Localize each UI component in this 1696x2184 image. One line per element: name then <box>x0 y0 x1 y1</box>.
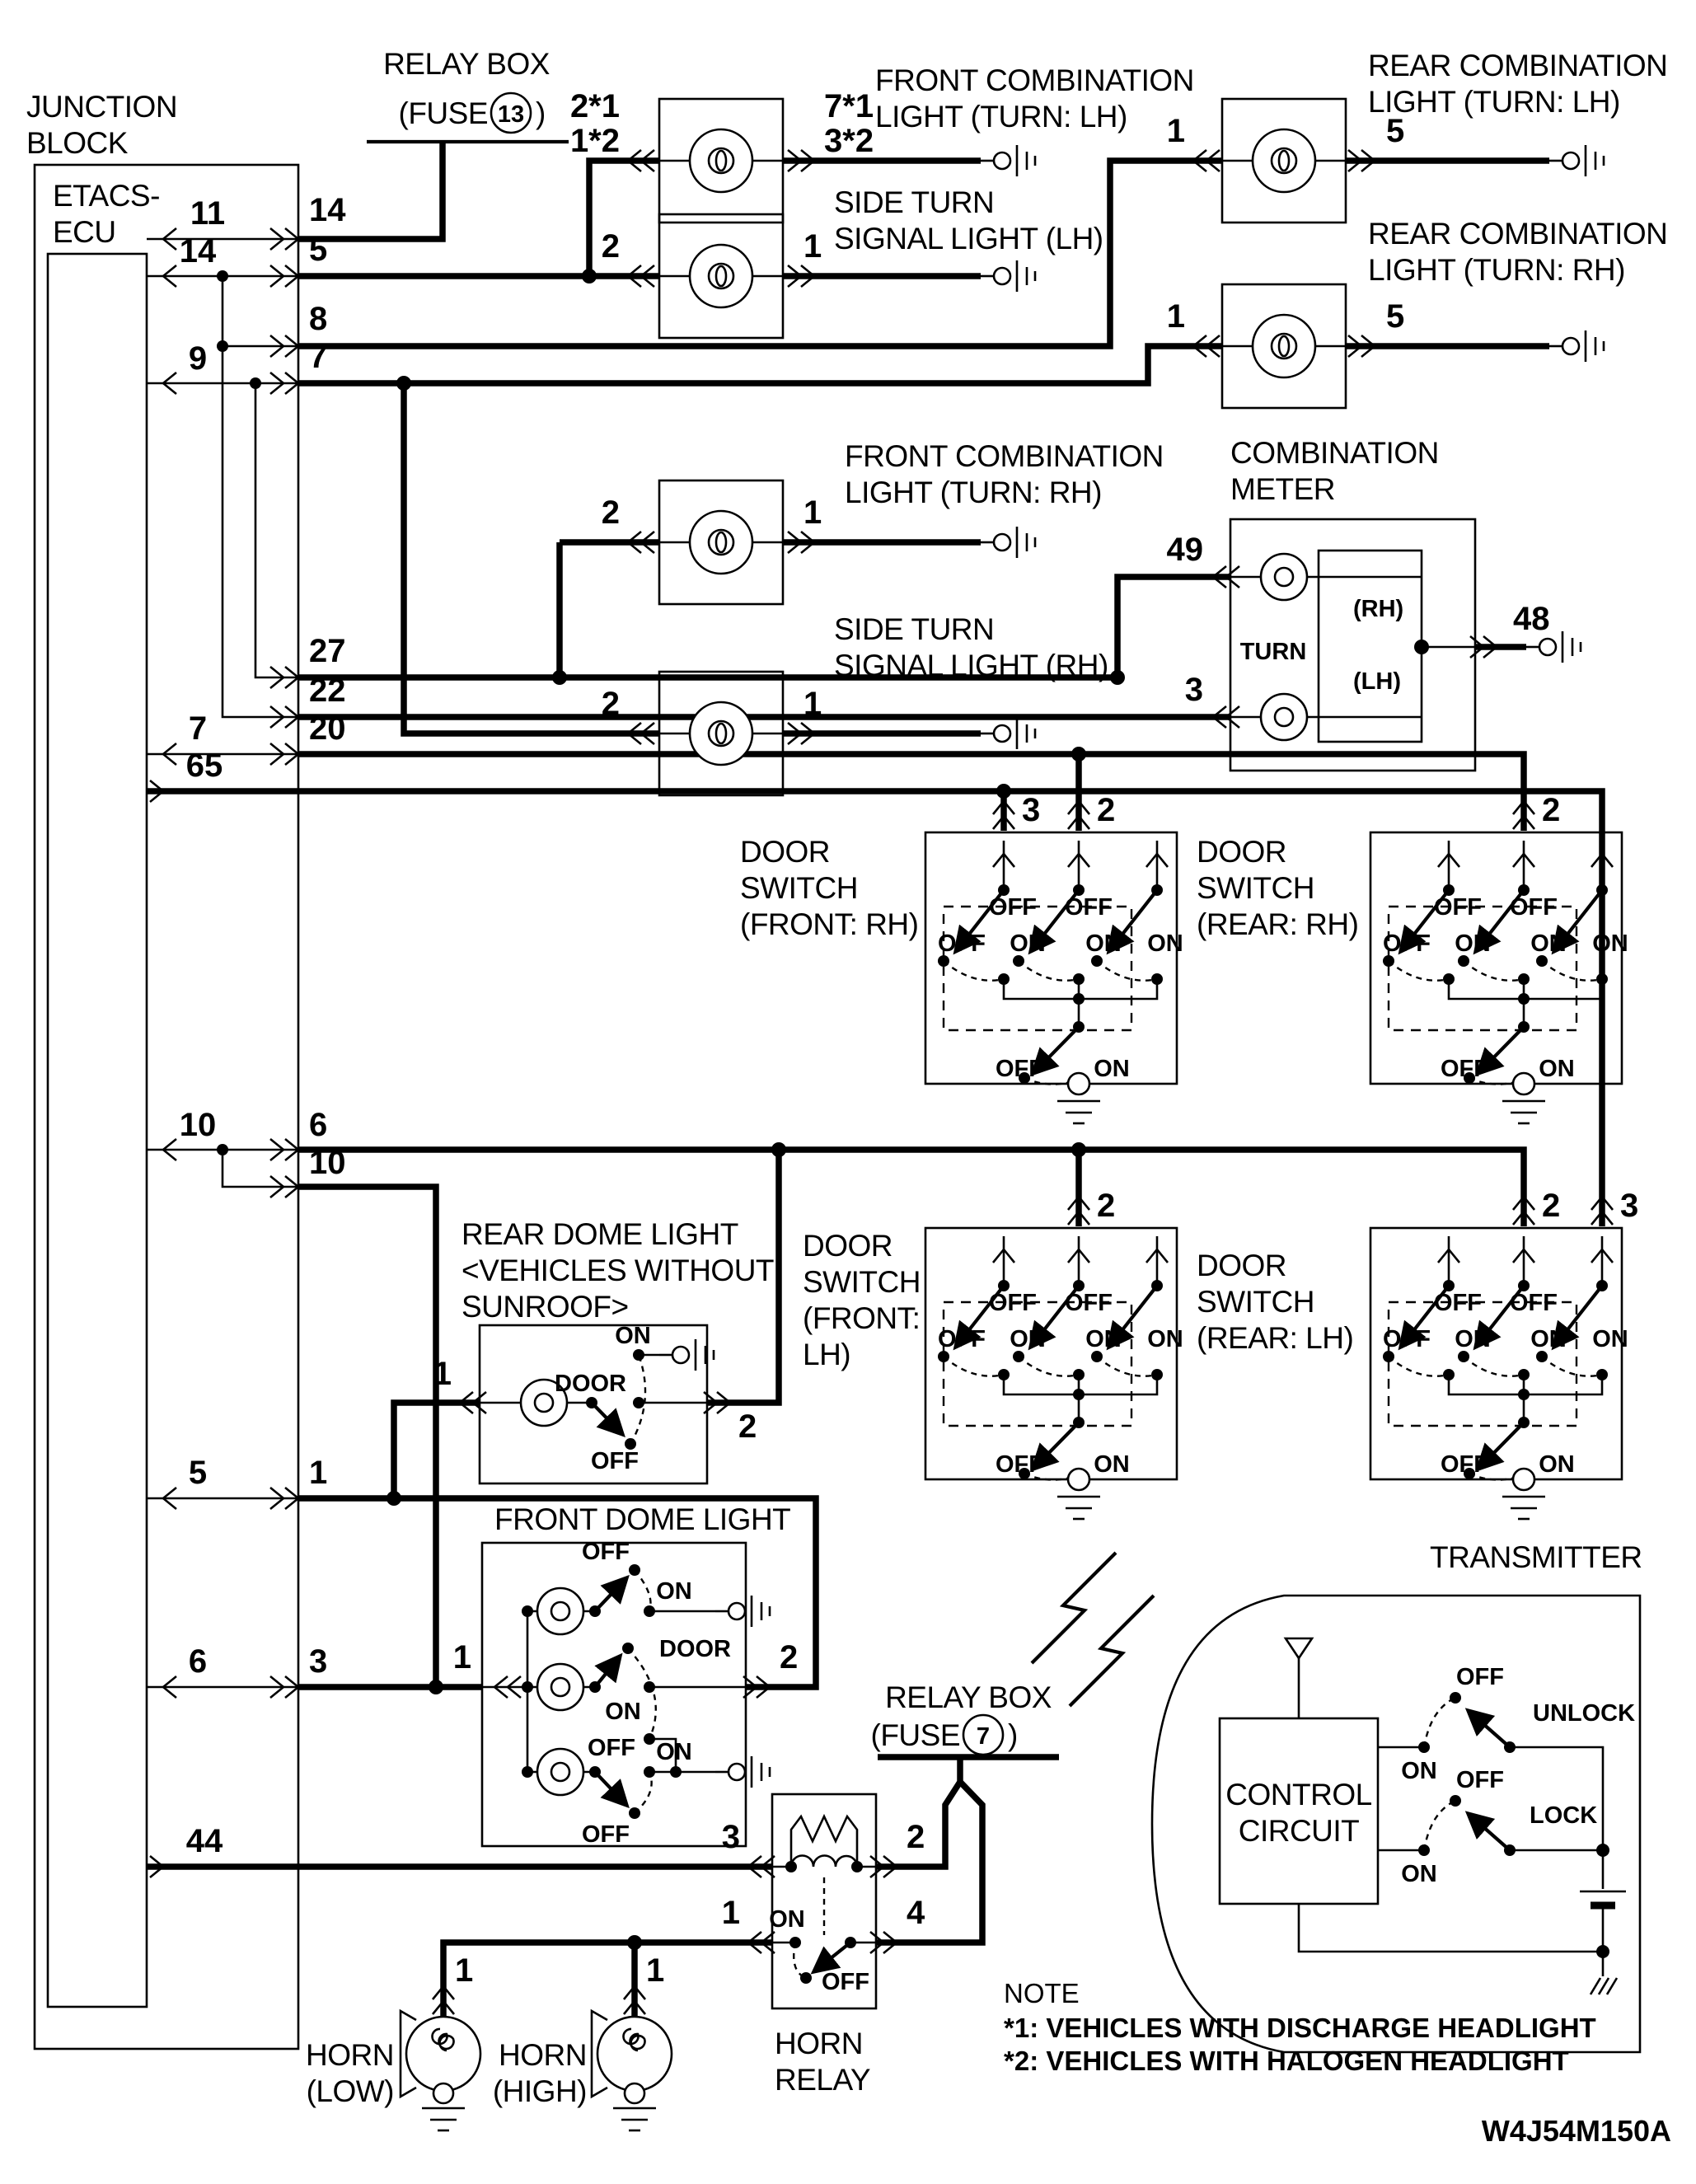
switch-state: OFF <box>1065 894 1113 921</box>
switch-state: ON <box>1401 1758 1437 1784</box>
switch-state: OFF <box>996 1451 1043 1478</box>
pin-label: 7 <box>188 710 208 747</box>
pin-label: 2 <box>601 494 620 531</box>
switch-state: ON <box>1455 930 1491 957</box>
pin-label: 2*1 <box>569 88 620 124</box>
component-label: LIGHT (TURN: RH) <box>845 476 1102 509</box>
front-dome-light <box>453 1502 799 1848</box>
pin-label: 8 <box>309 301 328 337</box>
component-label: DOOR <box>803 1229 893 1263</box>
component-label: LH) <box>803 1338 851 1371</box>
pin-label: 1 <box>803 494 822 531</box>
component-label: LIGHT (TURN: LH) <box>875 100 1127 134</box>
pin-label: 5 <box>309 232 328 268</box>
pin-label: 1 <box>803 686 822 722</box>
pin-label: 65 <box>185 748 223 784</box>
switch-state: OFF <box>582 1539 630 1565</box>
component-label: (FRONT: <box>803 1301 921 1335</box>
component-label: METER <box>1230 472 1335 506</box>
component-label: DOOR <box>1197 1249 1286 1282</box>
pin-label: 1 <box>803 228 822 265</box>
switch-state: ON <box>1539 1451 1575 1478</box>
switch-state: OFF <box>588 1735 635 1761</box>
component-label: (FRONT: RH) <box>740 907 919 941</box>
pin-label: 10 <box>179 1107 217 1143</box>
etacs-ecu-label2: ECU <box>53 215 116 249</box>
switch-state: OFF <box>582 1821 630 1848</box>
component-label: HORN <box>306 2038 394 2072</box>
component-label: SIDE TURN <box>834 612 995 646</box>
pin-label: 4 <box>907 1895 925 1931</box>
pin-label: 2 <box>601 228 620 265</box>
component-label: SWITCH <box>1197 871 1314 905</box>
horn-high <box>493 1952 672 2130</box>
switch-state: ON <box>1010 1326 1046 1352</box>
switch-state: DOOR <box>555 1371 626 1397</box>
switch-state: OFF <box>1441 1451 1488 1478</box>
pin-label: 3*2 <box>824 123 874 159</box>
switch-state: ON <box>605 1699 641 1725</box>
meter-turn-label: TURN <box>1239 639 1307 665</box>
switch-state: ON <box>769 1906 805 1933</box>
pin-label: 9 <box>188 340 208 377</box>
switch-state: OFF <box>1065 1290 1113 1316</box>
pin-label: 1*2 <box>569 123 620 159</box>
relay-box-fuse7 <box>871 1680 1060 1943</box>
front-combination-light-rh <box>602 439 1164 604</box>
switch-state: ON <box>615 1323 651 1349</box>
pin-label: 49 <box>1166 532 1203 568</box>
pin-label: 1 <box>433 1356 452 1392</box>
junction-block-box <box>35 165 298 2049</box>
relay-box-fuse13 <box>367 47 569 142</box>
switch-state: ON <box>1530 1326 1567 1352</box>
switch-state: OFF <box>996 1056 1043 1082</box>
pin-label: 7 <box>309 339 328 375</box>
etacs-ecu-box <box>48 254 147 2007</box>
antenna-icon <box>1286 1638 1312 1658</box>
switch-state: ON <box>1147 1326 1183 1352</box>
switch-state: ON <box>1401 1861 1437 1887</box>
relay-box13-label: RELAY BOX <box>383 47 550 81</box>
side-turn-signal-light-rh <box>602 612 1108 795</box>
pin-label: 6 <box>188 1643 208 1680</box>
switch-state: OFF <box>1456 1767 1504 1793</box>
pin-label: 11 <box>190 195 226 232</box>
component-label: HORN <box>499 2038 587 2072</box>
side-turn-signal-light-lh <box>602 185 1103 338</box>
relay-box7-fuse: (FUSE <box>870 1718 960 1752</box>
component-label: SWITCH <box>740 871 858 905</box>
component-label: FRONT COMBINATION <box>845 439 1164 473</box>
pin-label: 22 <box>309 673 346 709</box>
pin-label: 5 <box>1386 298 1405 335</box>
pin-label: 14 <box>179 233 217 269</box>
component-label: (LOW) <box>306 2074 394 2108</box>
pin-label: 2 <box>738 1408 757 1445</box>
pin-label: 2 <box>1542 1188 1561 1224</box>
switch-state: OFF <box>1434 894 1482 921</box>
component-label: COMBINATION <box>1230 436 1439 470</box>
transmitter <box>1032 1540 1642 2052</box>
switch-state: ON <box>1094 1451 1130 1478</box>
switch-state: ON <box>1085 1326 1122 1352</box>
switch-state: OFF <box>822 1969 869 1995</box>
component-label: REAR COMBINATION <box>1368 49 1668 82</box>
pin-label: 2 <box>907 1819 925 1855</box>
pin-label: 1 <box>452 1639 471 1675</box>
rear-combination-light-rh <box>1167 217 1668 408</box>
component-label: REAR COMBINATION <box>1368 217 1668 251</box>
pin-label: 2 <box>1542 792 1561 828</box>
pin-label: 3 <box>1022 792 1041 828</box>
pin-label: 44 <box>185 1823 223 1859</box>
pin-labels-left <box>180 192 346 1859</box>
jb-internal-wiring <box>147 228 298 1877</box>
switch-state: OFF <box>1456 1664 1504 1690</box>
relay-box13-paren: ) <box>536 96 546 130</box>
rear-dome-light <box>433 1217 774 1483</box>
pin-label: 3 <box>1620 1188 1639 1224</box>
switch-state: ON <box>656 1739 692 1765</box>
switch-state: ON <box>1592 1326 1628 1352</box>
meter-rh-label: (RH) <box>1353 596 1404 622</box>
pin-label: 2 <box>1097 1188 1116 1224</box>
component-label: TRANSMITTER <box>1430 1540 1642 1574</box>
pin-label: 14 <box>309 192 346 228</box>
component-label: SIDE TURN <box>834 185 995 219</box>
switch-state: OFF <box>1434 1290 1482 1316</box>
pin-label: 6 <box>309 1107 328 1143</box>
switch-state: ON <box>656 1578 692 1605</box>
pin-label: 2 <box>601 686 620 722</box>
door-switch-front-rh <box>740 792 1183 1123</box>
pin-label: 3 <box>309 1643 328 1680</box>
pin-label: 10 <box>309 1145 346 1181</box>
switch-state: OFF <box>1383 1326 1431 1352</box>
switch-state: UNLOCK <box>1533 1700 1636 1727</box>
switch-state: ON <box>1094 1056 1130 1082</box>
switch-state: OFF <box>938 1326 986 1352</box>
door-switch-front-lh <box>803 1188 1183 1519</box>
control-circuit-label2: CIRCUIT <box>1238 1814 1360 1848</box>
switch-state: ON <box>1530 930 1567 957</box>
component-label: RELAY <box>775 2063 871 2097</box>
component-label: SWITCH <box>803 1265 921 1299</box>
pin-label: 20 <box>309 710 346 747</box>
control-circuit-label: CONTROL <box>1225 1778 1372 1811</box>
fuse13-number: 13 <box>497 101 525 128</box>
note-line-2: *2: VEHICLES WITH HALOGEN HEADLIGHT <box>1004 2046 1569 2076</box>
component-label: SWITCH <box>1197 1285 1314 1319</box>
switch-state: ON <box>1455 1326 1491 1352</box>
switch-state: LOCK <box>1530 1802 1598 1829</box>
pin-label: 1 <box>1166 298 1185 335</box>
note-block <box>1004 1978 1671 2148</box>
switch-state: DOOR <box>659 1636 731 1662</box>
pin-label: 27 <box>309 633 346 669</box>
switch-state: ON <box>1085 930 1122 957</box>
component-label: REAR DOME LIGHT <box>461 1217 738 1251</box>
note-line-1: *1: VEHICLES WITH DISCHARGE HEADLIGHT <box>1004 2013 1596 2043</box>
switch-state: OFF <box>989 894 1037 921</box>
diagram-code: W4J54M150A <box>1481 2114 1671 2148</box>
component-label: (REAR: RH) <box>1197 907 1359 941</box>
component-label: <VEHICLES WITHOUT <box>461 1254 775 1287</box>
horn-low <box>306 1952 480 2130</box>
pin-label: 3 <box>721 1819 740 1855</box>
switch-state: OFF <box>1510 1290 1558 1316</box>
switch-state: OFF <box>989 1290 1037 1316</box>
switch-state: OFF <box>1383 930 1431 957</box>
pin-label: 1 <box>309 1455 328 1491</box>
pin-label: 7*1 <box>824 88 874 124</box>
etacs-ecu-label: ETACS- <box>53 179 160 213</box>
component-label: SUNROOF> <box>461 1290 629 1324</box>
component-label: (REAR: LH) <box>1197 1321 1354 1355</box>
pin-label: 5 <box>188 1455 208 1491</box>
component-label: LIGHT (TURN: RH) <box>1368 253 1625 287</box>
component-label: (HIGH) <box>492 2074 587 2108</box>
pin-label: 1 <box>455 1952 474 1989</box>
component-label: DOOR <box>740 835 830 869</box>
door-switch-rear-rh <box>1197 792 1628 1123</box>
pin-label: 1 <box>646 1952 665 1989</box>
switch-state: OFF <box>938 930 986 957</box>
pin-label: 5 <box>1386 113 1405 149</box>
rear-combination-light-lh <box>1167 49 1668 223</box>
relay-box7-label: RELAY BOX <box>885 1680 1052 1714</box>
switch-state: ON <box>1539 1056 1575 1082</box>
switch-state: ON <box>1592 930 1628 957</box>
switch-state: ON <box>1010 930 1046 957</box>
combination-meter <box>1167 436 1581 771</box>
switch-state: OFF <box>1510 894 1558 921</box>
component-label: SIGNAL LIGHT (RH) <box>834 649 1108 682</box>
component-label: SIGNAL LIGHT (LH) <box>834 222 1103 255</box>
relay-box13-fuse: (FUSE <box>398 96 488 130</box>
pin-label: 48 <box>1513 601 1550 637</box>
fuse7-number: 7 <box>976 1723 991 1750</box>
pin-label: 2 <box>780 1639 799 1675</box>
switch-state: OFF <box>1441 1056 1488 1082</box>
door-switch-rear-lh <box>1197 1188 1638 1519</box>
pin-label: 2 <box>1097 792 1116 828</box>
relay-box7-paren: ) <box>1008 1718 1018 1752</box>
meter-lh-label: (LH) <box>1353 668 1401 695</box>
switch-state: OFF <box>591 1448 639 1474</box>
component-label: FRONT DOME LIGHT <box>494 1502 791 1536</box>
pin-label: 1 <box>1166 113 1185 149</box>
component-label: FRONT COMBINATION <box>875 63 1194 97</box>
junction-block-label2: BLOCK <box>26 126 128 160</box>
component-label: DOOR <box>1197 835 1286 869</box>
pin-label: 1 <box>721 1895 740 1931</box>
switch-state: ON <box>1147 930 1183 957</box>
component-label: HORN <box>775 2027 863 2060</box>
junction-block-label: JUNCTION <box>26 90 178 124</box>
pin-label: 3 <box>1184 672 1203 708</box>
component-label: LIGHT (TURN: LH) <box>1368 85 1620 119</box>
note-title: NOTE <box>1004 1978 1080 2008</box>
